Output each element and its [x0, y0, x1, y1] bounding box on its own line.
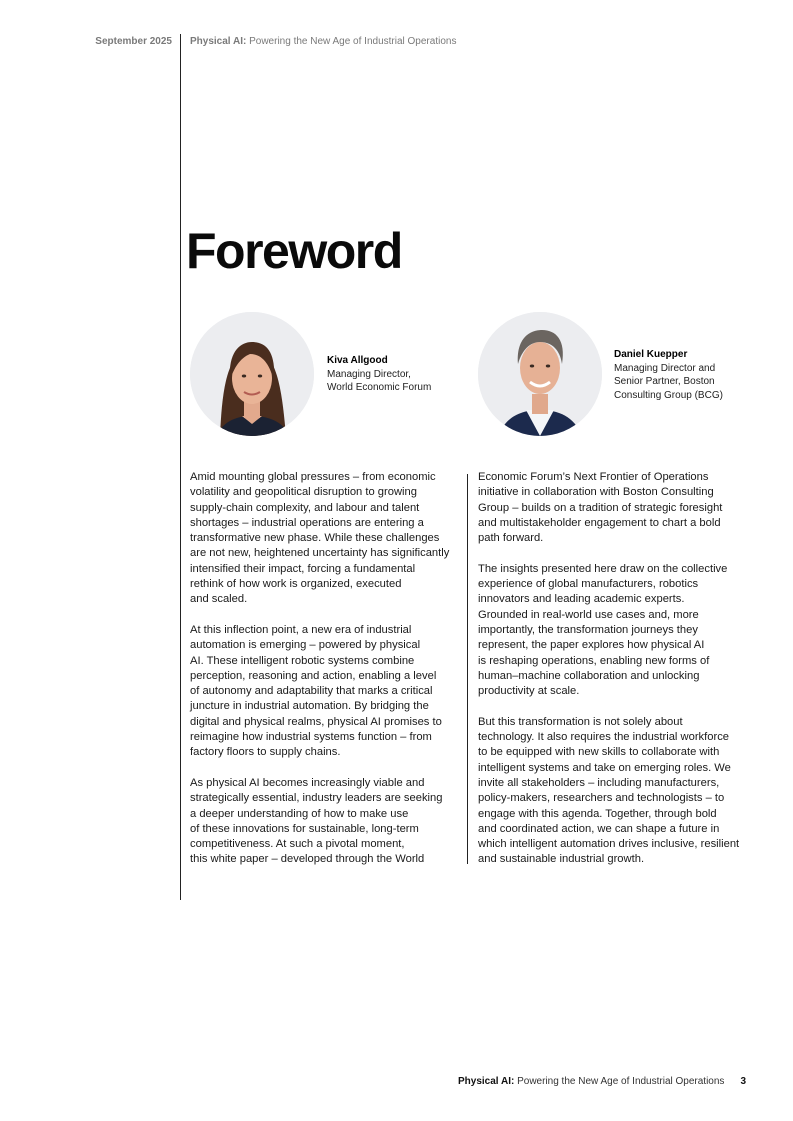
page-number: 3 — [740, 1076, 746, 1087]
text-line: and scaled. — [190, 593, 248, 606]
text-line: As physical AI becomes increasingly viable and — [190, 776, 425, 789]
author-role-line: Managing Director, — [327, 368, 411, 380]
text-line: and coordinated action, we can shape a future in — [478, 822, 720, 835]
paragraph — [478, 562, 758, 700]
text-line: and sustainable industrial growth. — [478, 853, 645, 866]
text-line: of these innovations for sustainable, long-term — [190, 822, 419, 835]
text-line: invite all stakeholders – including manufacturers, — [478, 776, 720, 789]
footer-title-rest: Powering the New Age of Industrial Operations — [514, 1076, 725, 1087]
header-title-rest: Powering the New Age of Industrial Operations — [246, 36, 457, 47]
text-line: shortages – industrial operations are entering a — [190, 516, 424, 529]
text-line: is reshaping operations, enabling new forms of — [478, 654, 710, 667]
author-info-daniel — [614, 348, 723, 402]
header-title — [190, 36, 456, 47]
text-line: engage with this agenda. Together, through bold — [478, 807, 717, 820]
text-line: Economic Forum’s Next Frontier of Operations — [478, 471, 709, 483]
text-line: initiative in collaboration with Boston Consulting — [478, 486, 714, 499]
vertical-rule — [180, 34, 181, 900]
text-line: innovators and leading academic experts. — [478, 593, 685, 606]
text-line: Grounded in real-world use cases and, more — [478, 608, 699, 621]
paragraph — [478, 715, 758, 868]
column-divider — [467, 474, 468, 864]
text-line: policy-makers, researchers and technologists – to — [478, 792, 725, 805]
text-line: represent, the paper explores how physical AI — [478, 639, 705, 652]
text-line: and multistakeholder engagement to chart a bold — [478, 516, 721, 529]
page-footer — [458, 1076, 746, 1087]
text-line: this white paper – developed through the World — [190, 853, 425, 866]
text-line: competitiveness. At such a pivotal moment, — [190, 838, 405, 851]
footer-title-bold: Physical AI: — [457, 1076, 515, 1087]
paragraph — [190, 776, 460, 868]
author-info-kiva — [327, 354, 431, 395]
text-line: factory floors to supply chains. — [190, 746, 341, 759]
page-header — [0, 36, 793, 50]
text-line: At this inflection point, a new era of industrial — [190, 623, 412, 636]
text-line: automation is emerging – powered by physical — [190, 639, 421, 652]
text-line: Group – builds on a tradition of strategic foresight — [478, 501, 723, 514]
text-line: juncture in industrial automation. By bridging the — [190, 700, 429, 713]
text-line: digital and physical realms, physical AI promises to — [190, 715, 442, 728]
paragraph — [190, 470, 460, 608]
author-role-line: Senior Partner, Boston — [614, 376, 715, 387]
text-line: intensified their impact, forcing a fundamental — [190, 562, 416, 575]
body-column-right — [478, 470, 758, 883]
text-line: supply-chain complexity, and labour and talent — [190, 501, 420, 514]
text-line: But this transformation is not solely about — [478, 715, 683, 728]
author-name: Kiva Allgood — [327, 355, 388, 366]
avatar-kiva-allgood — [190, 312, 314, 436]
text-line: reimagine how industrial systems function – from — [190, 731, 432, 744]
text-line: intelligent systems and take on emerging roles. We — [478, 761, 731, 774]
author-role-line: Managing Director and — [614, 362, 716, 374]
avatar-daniel-kuepper — [478, 312, 602, 436]
text-line: experience of global manufacturers, robotics — [478, 578, 699, 591]
text-line: productivity at scale. — [478, 685, 580, 698]
text-line: rethink of how work is organized, executed — [190, 578, 402, 591]
text-line: to be equipped with new skills to collaborate with — [478, 746, 720, 759]
text-line: are not new, heightened uncertainty has significantly — [190, 547, 450, 560]
text-line: perception, reasoning and action, enabling a level — [190, 669, 437, 682]
text-line: path forward. — [478, 532, 544, 545]
text-line: of autonomy and adaptability that marks a critical — [190, 685, 433, 698]
text-line: volatility and geopolitical disruption to growing — [190, 486, 417, 499]
body-column-left — [190, 470, 460, 883]
paragraph — [190, 623, 460, 761]
header-title-bold: Physical AI: — [190, 36, 247, 47]
author-role-line: World Economic Forum — [327, 382, 432, 393]
text-line: which intelligent automation drives inclusive, resilient — [478, 838, 740, 851]
text-line: importantly, the transformation journeys they — [478, 623, 698, 636]
text-line: a deeper understanding of how to make use — [190, 807, 409, 820]
text-line: AI. These intelligent robotic systems combine — [190, 654, 415, 667]
text-line: transformative new phase. While these challenges — [190, 532, 440, 545]
text-line: The insights presented here draw on the collective — [478, 562, 728, 575]
author-role-line: Consulting Group (BCG) — [614, 389, 723, 401]
page-title: Foreword — [186, 223, 402, 279]
header-date: September 2025 — [95, 36, 172, 47]
text-line: strategically essential, industry leaders are seeking — [190, 792, 443, 805]
paragraph — [478, 470, 758, 546]
text-line: Amid mounting global pressures – from economic — [190, 471, 436, 483]
text-line: technology. It also requires the industrial workforce — [478, 731, 730, 744]
author-name: Daniel Kuepper — [614, 349, 688, 360]
text-line: human–machine collaboration and unlocking — [478, 669, 700, 682]
